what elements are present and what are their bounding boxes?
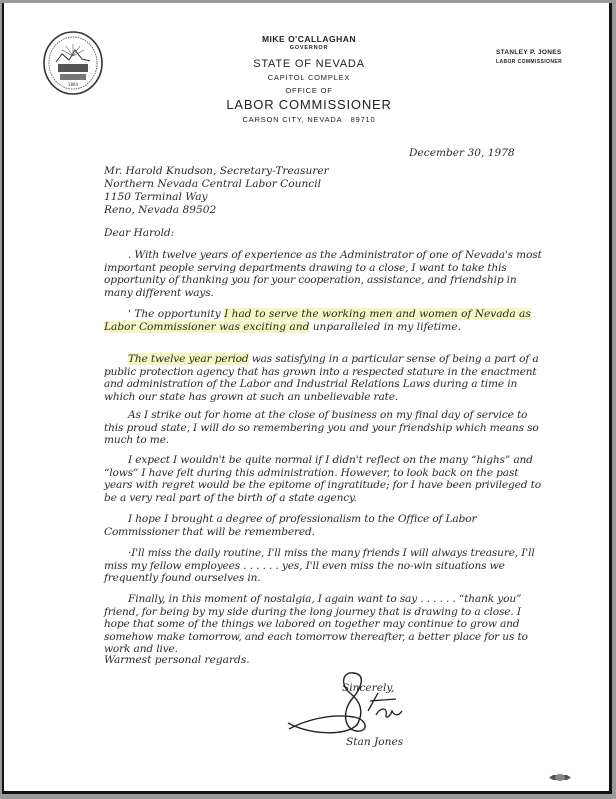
address-line: Mr. Harold Knudson, Secretary-Treasurer bbox=[104, 165, 329, 177]
office-of: OFFICE OF bbox=[285, 86, 333, 95]
body-paragraph: Finally, in this moment of nostalgia, I again want to say . . . . . . “thank you” friend, for being by my side during the long journey that is drawing to a close. I hope that some of the things we labored on together may continue to grow and somehow make tomorrow, and each tomorrow thereafter, a better place for us to work and live. bbox=[104, 593, 528, 656]
highlighted-text: The twelve year period bbox=[128, 353, 249, 365]
body-paragraph: As I strike out for home at the close of business on my final day of service to this proud state, I will do so remembering you and your friendship which means so much to me. bbox=[104, 409, 539, 447]
body-paragraph: I hope I brought a degree of professionalism to the Office of Labor Commissioner that will be remembered. bbox=[104, 513, 477, 538]
address-line: 1150 Terminal Way bbox=[104, 191, 208, 203]
governor-name: MIKE O'CALLAGHAN bbox=[261, 34, 357, 44]
handwritten-signature bbox=[284, 671, 434, 741]
commissioner-title bbox=[496, 59, 596, 65]
paragraph-text: unparalleled in my lifetime. bbox=[309, 320, 461, 333]
union-bug-icon bbox=[549, 773, 571, 782]
commissioner-name: STANLEY P. JONES bbox=[496, 49, 562, 56]
address-line: Reno, Nevada 89502 bbox=[104, 204, 217, 216]
commissioner-title-text: LABOR COMMISSIONER bbox=[496, 59, 563, 65]
recipient-address bbox=[104, 165, 329, 217]
body-paragraph: I expect I wouldn't be quite normal if I didn't reflect on the many “highs” and “lows” I have felt during this administration. However, to look back on the past years with regret would be the epitome of ingratitude; for I have been privileged to be a very real part of the birth of a state agency. bbox=[104, 454, 541, 504]
body-paragraph bbox=[104, 353, 544, 403]
paragraph-text: ' The opportunity bbox=[128, 308, 225, 320]
state-name: STATE OF NEVADA bbox=[253, 58, 365, 70]
body-paragraph bbox=[104, 308, 544, 333]
governor-title-text: GOVERNOR bbox=[289, 45, 329, 51]
office-city: CARSON CITY, NEVADA 89710 bbox=[242, 115, 376, 124]
letter-page bbox=[2, 3, 612, 794]
office-name: LABOR COMMISSIONER bbox=[226, 97, 392, 112]
letter-date: December 30, 1978 bbox=[409, 147, 515, 159]
highlighted-text: I had to serve the working men and women of Nevada as Labor Commissioner was exciting and bbox=[104, 308, 531, 333]
closing: Sincerely, bbox=[342, 682, 395, 694]
salutation: Dear Harold: bbox=[104, 227, 175, 239]
closing-regards: Warmest personal regards. bbox=[104, 654, 250, 666]
address-line: Northern Nevada Central Labor Council bbox=[104, 178, 321, 190]
signer-name: Stan Jones bbox=[346, 736, 404, 748]
paragraph-text: was satisfying in a particular sense of being a part of a public protection agency that has grown into a respected stature in the enactment and administration of the Labor and Industrial Relations Laws during a time in which our state has grown at such an unbelievable rate. bbox=[104, 353, 539, 403]
capitol-complex: CAPITOL COMPLEX bbox=[267, 73, 351, 82]
body-paragraph: . With twelve years of experience as the Administrator of one of Nevada's most important people serving departments drawing to a close, I want to take this opportunity of thanking you for your cooperation, assistance, and friendship in many different ways. bbox=[104, 249, 542, 299]
svg-text:1864: 1864 bbox=[67, 82, 79, 87]
body-paragraph: ·I'll miss the daily routine, I'll miss the many friends I will always treasure, I'll miss my fellow employees . . . . . . yes, I'll even miss the no-win situations we frequently found ourselves in. bbox=[104, 547, 535, 585]
